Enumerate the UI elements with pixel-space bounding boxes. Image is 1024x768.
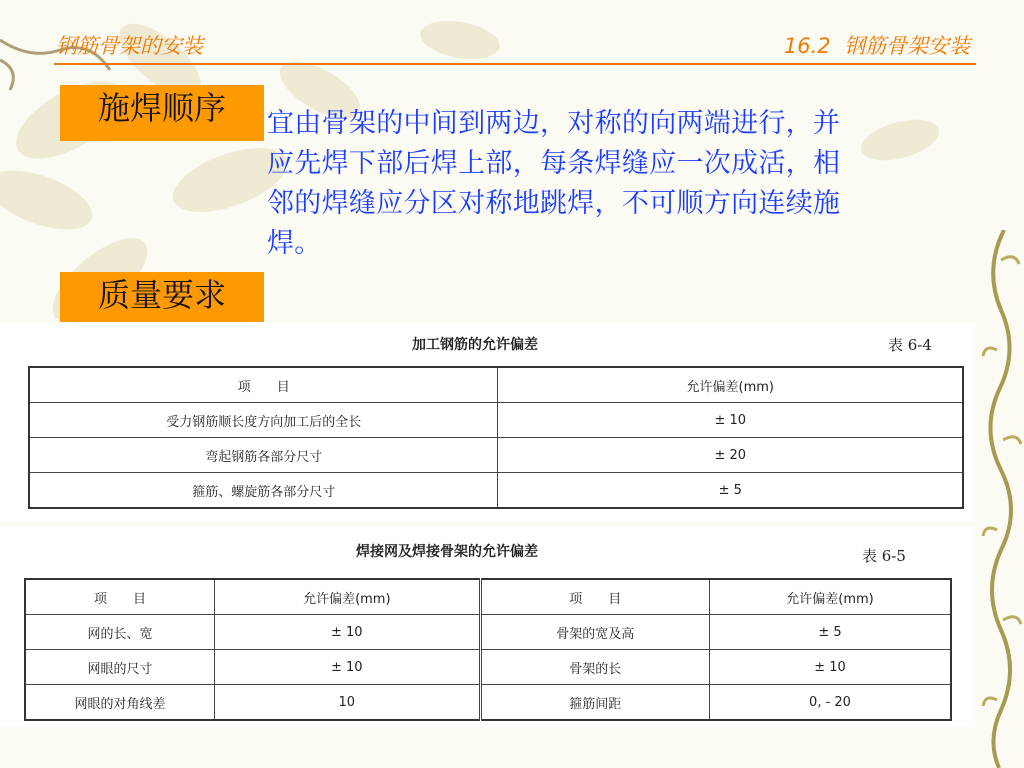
table-6-5-number: 表 6-5 [862,547,906,565]
table-row [29,403,963,438]
table-row [29,438,963,473]
table-6-4 [28,366,964,509]
table-header-cell: 允许偏差(mm) [710,579,951,615]
table-row [25,685,951,721]
table-cell: 骨架的长 [480,650,710,685]
table-cell: 网眼的尺寸 [25,650,215,685]
table-header-cell: 允许偏差(mm) [215,579,480,615]
paragraph-line: 焊。 [267,228,322,259]
table-6-5-scan [0,527,975,727]
table-cell: 箍筋间距 [480,685,710,721]
quality-requirement-label: 质量要求 [60,272,264,324]
table-row [29,473,963,509]
paragraph-line: 邻的焊缝应分区对称地跳焊，不可顺方向连续施 [267,188,841,219]
table-cell: 箍筋、螺旋筋各部分尺寸 [29,473,498,509]
paragraph-line: 宜由骨架的中间到两边，对称的向两端进行，并 [267,108,841,139]
header-divider [54,63,976,65]
table-cell: 弯起钢筋各部分尺寸 [29,438,498,473]
table-cell: 骨架的宽及高 [480,615,710,650]
table-cell: 网眼的对角线差 [25,685,215,721]
header-left-title: 钢筋骨架的安装 [56,34,203,58]
table-header-row [25,579,951,615]
welding-order-label: 施焊顺序 [60,85,264,141]
table-6-4-number: 表 6-4 [888,336,932,354]
table-cell: ± 10 [710,650,951,685]
table-header-cell: 允许偏差(mm) [498,367,963,403]
table-header-cell: 项 目 [29,367,498,403]
table-cell: 0, - 20 [710,685,951,721]
table-cell: ± 20 [498,438,963,473]
table-6-5-title: 焊接网及焊接骨架的允许偏差 [356,544,538,560]
table-cell: ± 10 [215,615,480,650]
header-right-title: 16.2 钢筋骨架安装 [783,34,970,58]
table-row [25,650,951,685]
table-cell: ± 5 [710,615,951,650]
table-6-4-scan [0,322,975,522]
vine-decoration [979,230,1024,768]
table-cell: 受力钢筋顺长度方向加工后的全长 [29,403,498,438]
paragraph-line: 应先焊下部后焊上部，每条焊缝应一次成活，相 [267,148,841,179]
table-6-4-title: 加工钢筋的允许偏差 [412,337,538,353]
table-header-cell: 项 目 [480,579,710,615]
table-6-5 [24,578,952,721]
table-row [25,615,951,650]
table-cell: ± 5 [498,473,963,509]
table-cell: ± 10 [215,650,480,685]
table-cell: ± 10 [498,403,963,438]
table-cell: 网的长、宽 [25,615,215,650]
table-cell: 10 [215,685,480,721]
table-header-cell: 项 目 [25,579,215,615]
table-header-row [29,367,963,403]
welding-order-text [267,104,987,264]
